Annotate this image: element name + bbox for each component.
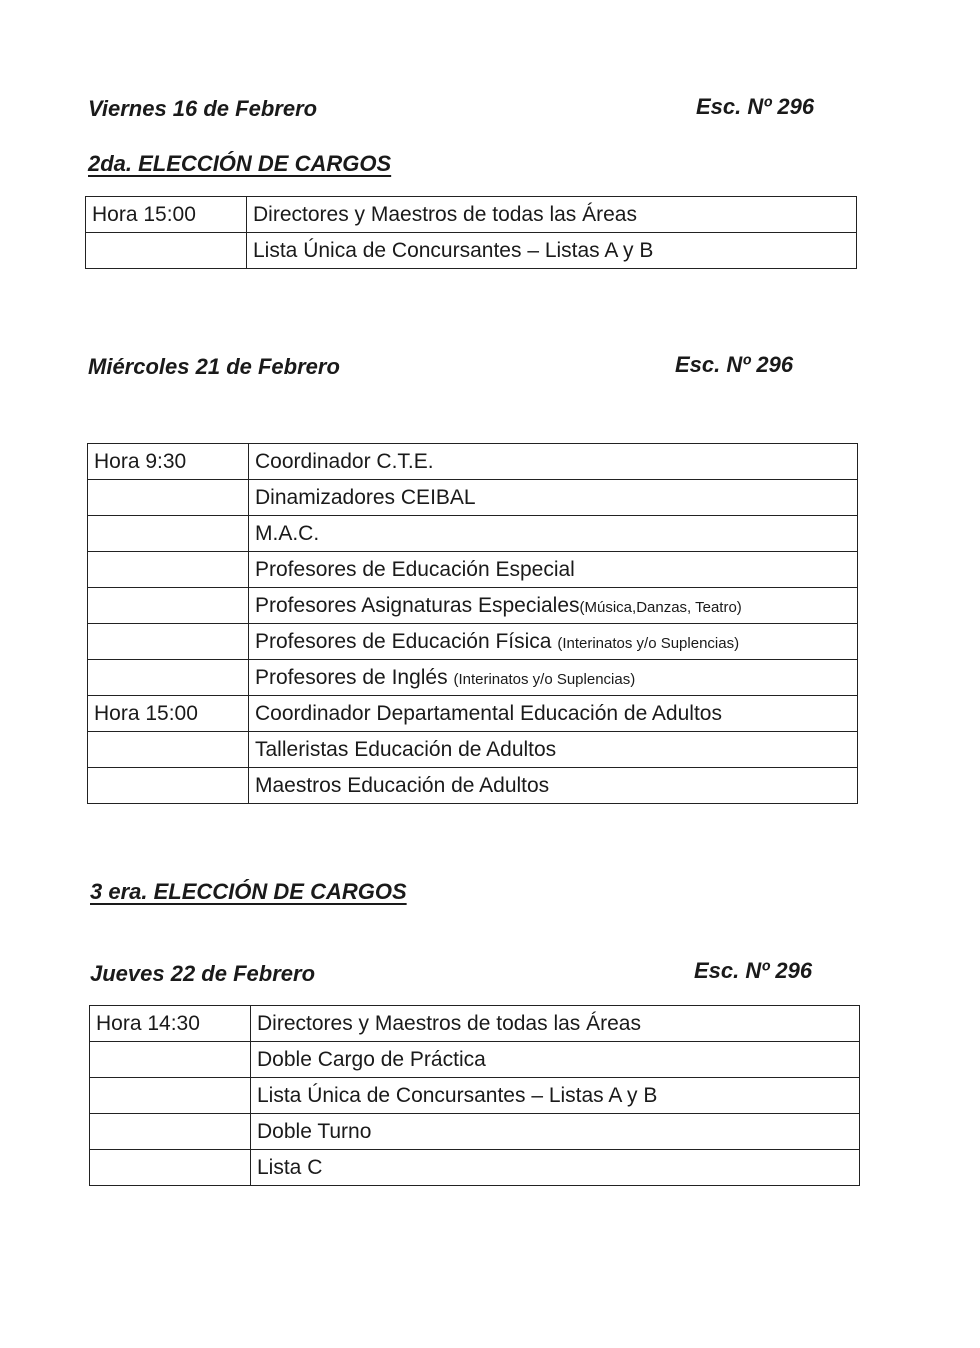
cargo-note: (Interinatos y/o Suplencias) — [557, 634, 740, 652]
hora-cell — [90, 1042, 251, 1078]
cargo-label: Coordinador Departamental Educación de Adultos — [255, 701, 722, 725]
cargo-note: (Música,Danzas, Teatro) — [579, 598, 742, 616]
cargo-label: Profesores de Inglés — [255, 665, 454, 689]
cargo-cell — [249, 444, 858, 480]
hora-cell: Hora 15:00 — [88, 696, 249, 732]
cargo-cell — [251, 1150, 860, 1186]
hora-cell — [90, 1150, 251, 1186]
hora-cell — [86, 233, 247, 269]
hora-cell — [90, 1114, 251, 1150]
cargo-cell — [247, 233, 857, 269]
cargo-label: Lista Única de Concursantes – Listas A y B — [253, 238, 654, 262]
cargo-cell — [251, 1006, 860, 1042]
cargo-label: Coordinador C.T.E. — [255, 449, 434, 473]
table-row — [90, 1114, 860, 1150]
table-row — [88, 480, 858, 516]
cargo-label: Talleristas Educación de Adultos — [255, 737, 557, 761]
table-row — [88, 732, 858, 768]
hora-cell — [88, 480, 249, 516]
table-row — [88, 516, 858, 552]
table-row — [88, 696, 858, 732]
day-heading: Jueves 22 de Febrero — [90, 961, 316, 986]
cargo-label: Directores y Maestros de todas las Áreas — [253, 202, 637, 226]
cargo-label: Doble Cargo de Práctica — [257, 1047, 486, 1071]
table-row — [90, 1150, 860, 1186]
schedule-table — [85, 196, 857, 269]
schedule-table — [89, 1005, 860, 1186]
cargo-cell — [249, 624, 858, 660]
table-row — [90, 1042, 860, 1078]
section-title: 3 era. ELECCIÓN DE CARGOS — [90, 879, 407, 904]
table-row — [88, 768, 858, 804]
cargo-cell — [251, 1114, 860, 1150]
cargo-cell — [249, 480, 858, 516]
cargo-cell — [249, 552, 858, 588]
hora-cell — [88, 588, 249, 624]
school-label: Esc. Nº 296 — [675, 352, 794, 377]
section-title: 2da. ELECCIÓN DE CARGOS — [88, 151, 392, 176]
hora-cell — [88, 768, 249, 804]
table-row — [88, 624, 858, 660]
day-heading: Miércoles 21 de Febrero — [88, 354, 340, 379]
table-row — [86, 233, 857, 269]
cargo-cell — [247, 197, 857, 233]
cargo-note: (Interinatos y/o Suplencias) — [453, 670, 636, 688]
hora-cell: Hora 9:30 — [88, 444, 249, 480]
cargo-cell — [249, 768, 858, 804]
hora-cell: Hora 15:00 — [86, 197, 247, 233]
schedule-table — [87, 443, 858, 804]
table-row — [88, 588, 858, 624]
cargo-label: Profesores Asignaturas Especiales — [255, 593, 580, 617]
cargo-cell — [249, 588, 858, 624]
cargo-cell — [249, 660, 858, 696]
hora-cell — [90, 1078, 251, 1114]
school-label: Esc. Nº 296 — [696, 94, 815, 119]
table-row — [88, 444, 858, 480]
table-row — [90, 1006, 860, 1042]
cargo-label: Lista Única de Concursantes – Listas A y B — [257, 1083, 658, 1107]
cargo-cell — [251, 1078, 860, 1114]
hora-cell — [88, 552, 249, 588]
cargo-cell — [249, 732, 858, 768]
school-label: Esc. Nº 296 — [694, 958, 813, 983]
cargo-label: Dinamizadores CEIBAL — [255, 485, 476, 509]
table-row — [88, 660, 858, 696]
table-row — [90, 1078, 860, 1114]
cargo-label: Profesores de Educación Física — [255, 629, 558, 653]
table-row — [86, 197, 857, 233]
cargo-cell — [251, 1042, 860, 1078]
cargo-label: Directores y Maestros de todas las Áreas — [257, 1011, 641, 1035]
hora-cell — [88, 516, 249, 552]
cargo-label: Maestros Educación de Adultos — [255, 773, 550, 797]
hora-cell — [88, 660, 249, 696]
table-row — [88, 552, 858, 588]
hora-cell — [88, 624, 249, 660]
hora-cell: Hora 14:30 — [90, 1006, 251, 1042]
cargo-cell — [249, 696, 858, 732]
day-heading: Viernes 16 de Febrero — [88, 96, 318, 121]
cargo-label: M.A.C. — [255, 521, 320, 545]
cargo-label: Profesores de Educación Especial — [255, 557, 575, 581]
cargo-cell — [249, 516, 858, 552]
hora-cell — [88, 732, 249, 768]
cargo-label: Doble Turno — [257, 1119, 372, 1143]
cargo-label: Lista C — [257, 1155, 323, 1179]
